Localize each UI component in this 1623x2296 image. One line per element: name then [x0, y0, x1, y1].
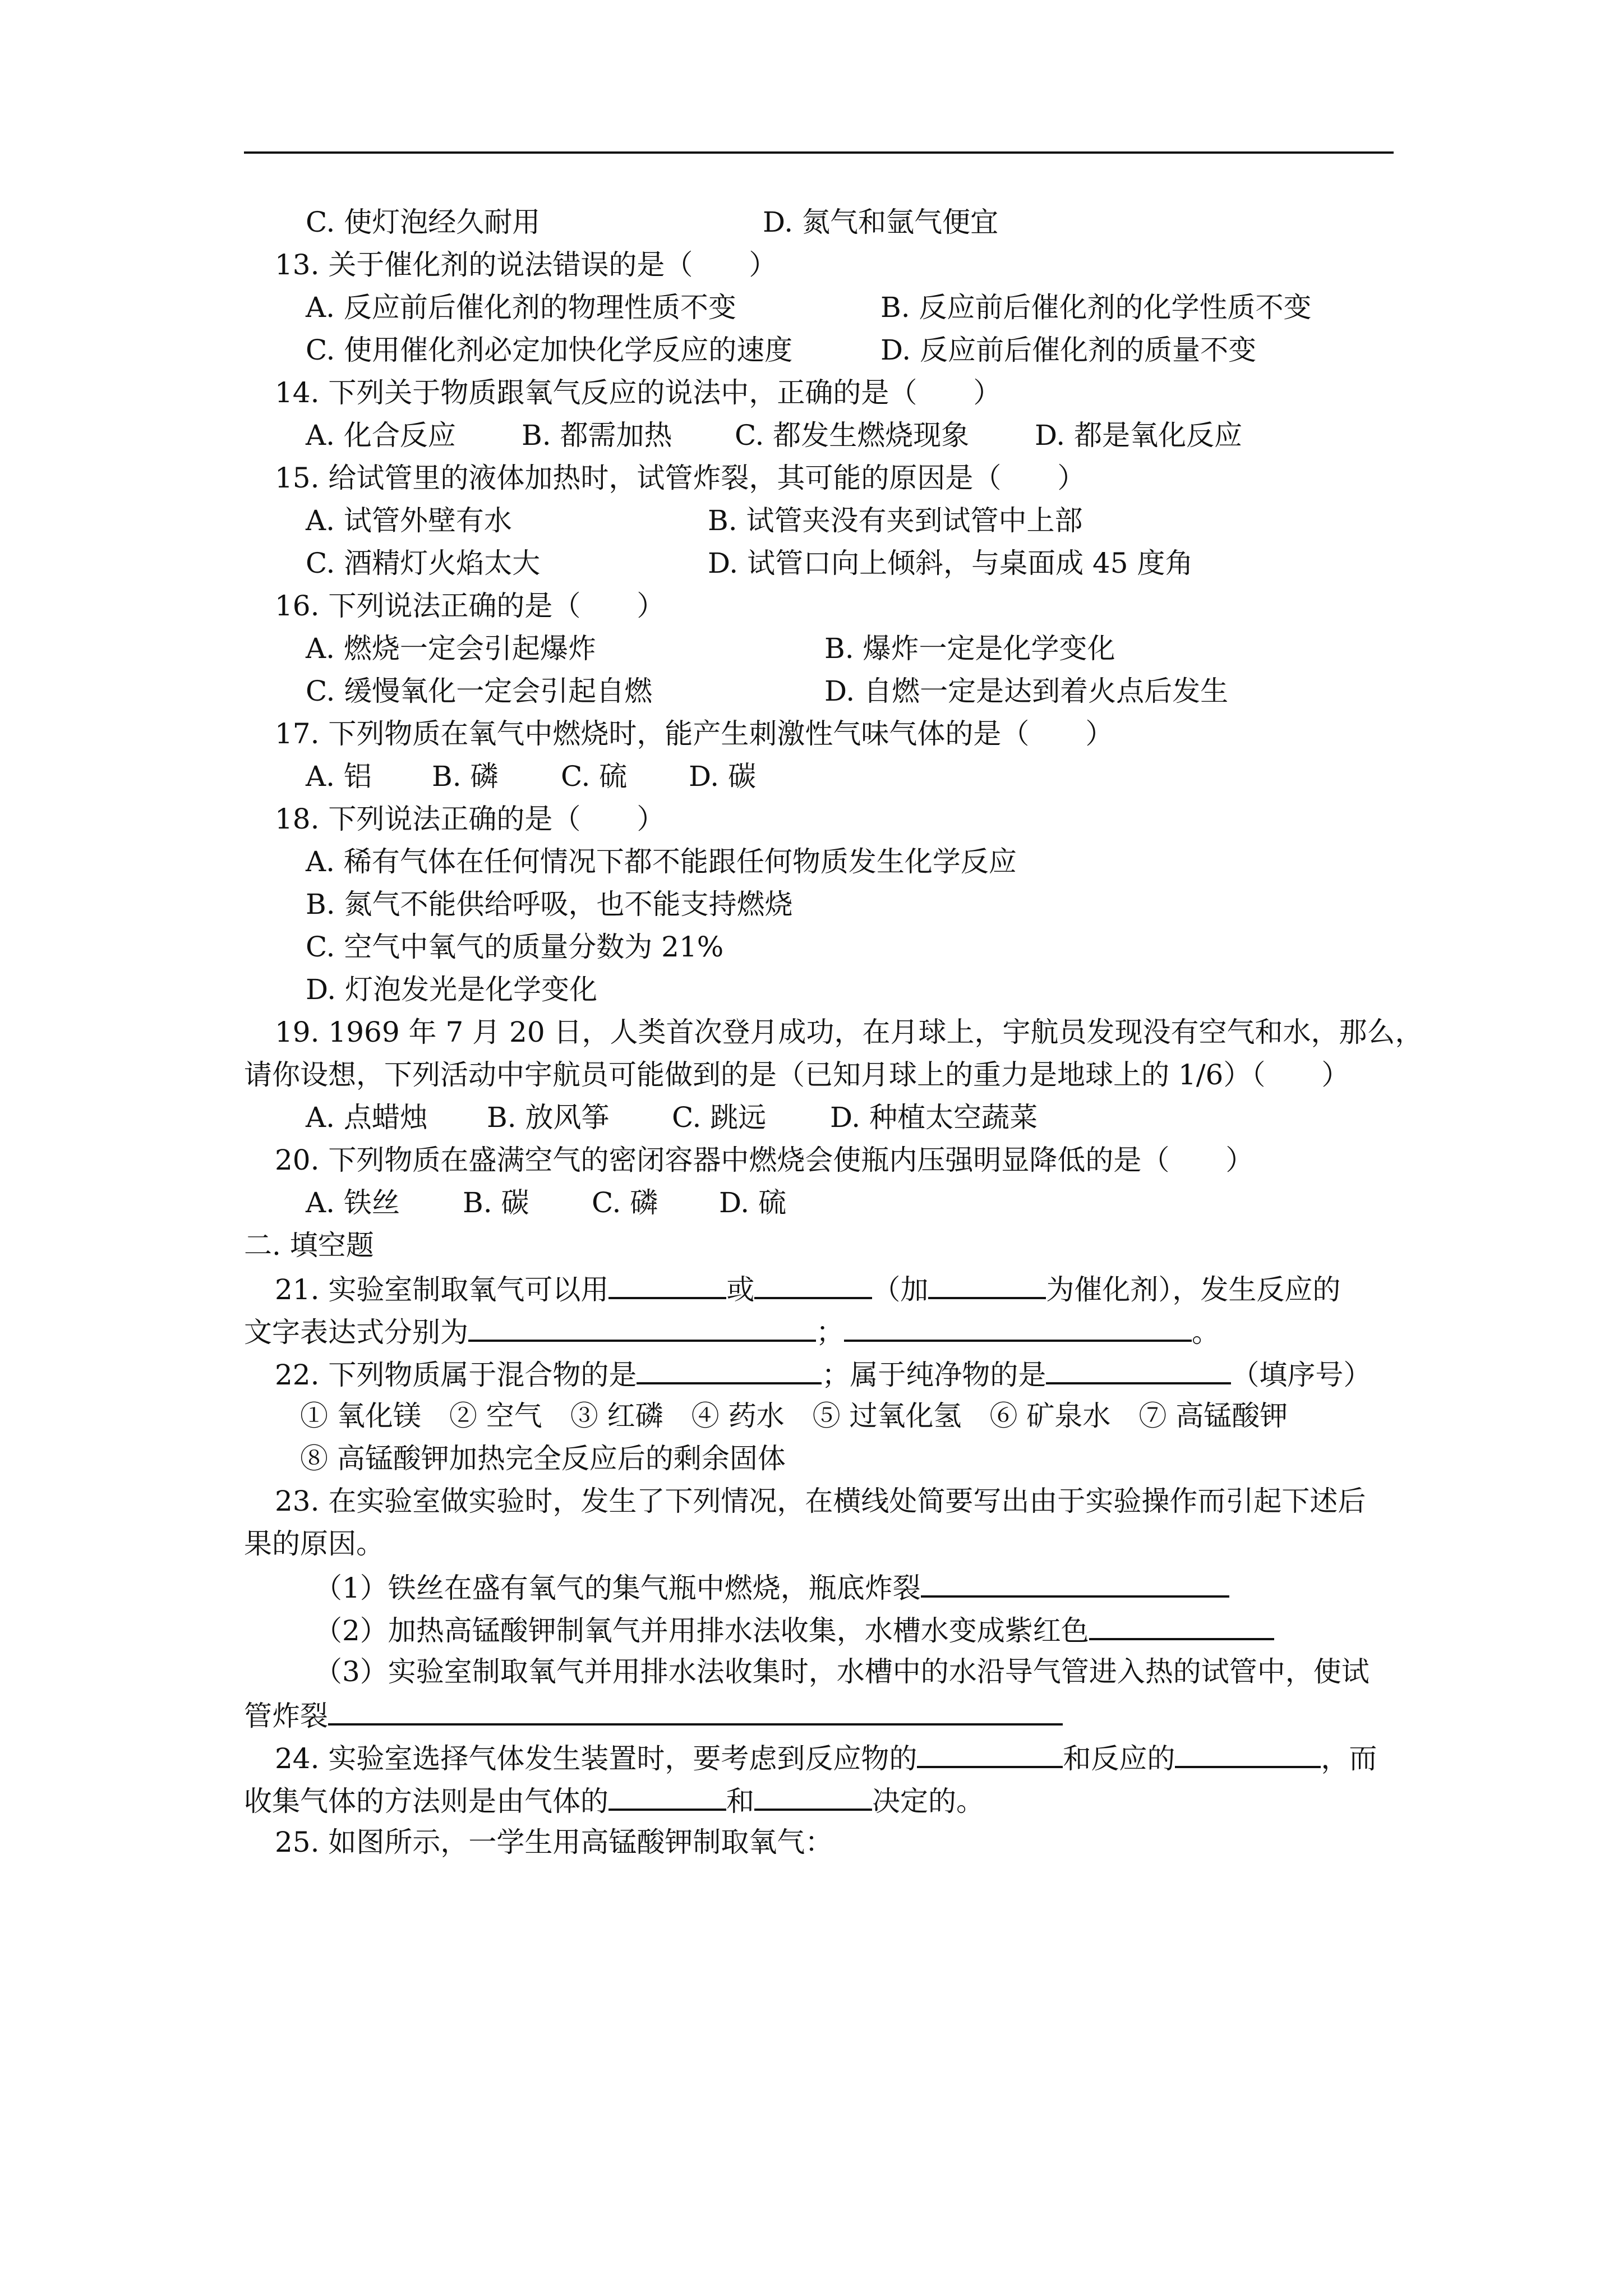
q18-stem: 18. 下列说法正确的是（ ）	[275, 803, 665, 835]
q22-items-line1: ① 氧化镁 ② 空气 ③ 红磷 ④ 药水 ⑤ 过氧化氢 ⑥ 矿泉水 ⑦ 高锰酸钾	[300, 1400, 1288, 1432]
q18-option-b: B. 氮气不能供给呼吸，也不能支持燃烧	[306, 888, 793, 921]
header-rule	[244, 151, 1394, 154]
q17-option-a: A. 铝	[306, 760, 372, 793]
q14-stem: 14. 下列关于物质跟氧气反应的说法中，正确的是（ ）	[275, 376, 1002, 409]
q23-sub3-line1: （3）实验室制取氧气并用排水法收集时，水槽中的水沿导气管进入热的试管中，使试	[314, 1655, 1370, 1688]
q21-blank-5[interactable]	[844, 1313, 1192, 1342]
q22-line1	[275, 1355, 1371, 1393]
q21-line1	[275, 1270, 1340, 1308]
q24-blank-3[interactable]	[608, 1782, 726, 1811]
q21-blank-2[interactable]	[754, 1270, 872, 1299]
section-fill-in-heading: 二. 填空题	[244, 1229, 374, 1262]
q21-text-6: ；	[816, 1316, 844, 1349]
q18-option-a: A. 稀有气体在任何情况下都不能跟任何物质发生化学反应	[306, 845, 1017, 878]
q21-text-5: 文字表达式分别为	[244, 1316, 468, 1349]
q16-option-d: D. 自燃一定是达到着火点后发生	[824, 675, 1229, 707]
q22-text-2: ；属于纯净物的是	[822, 1359, 1046, 1391]
q13-stem: 13. 关于催化剂的说法错误的是（ ）	[275, 249, 777, 281]
q16-option-a: A. 燃烧一定会引起爆炸	[306, 632, 596, 665]
q14-option-a: A. 化合反应	[306, 419, 456, 452]
q24-blank-2[interactable]	[1175, 1739, 1321, 1768]
q22-text-1: 22. 下列物质属于混合物的是	[275, 1359, 637, 1391]
q22-text-3: （填序号）	[1231, 1359, 1372, 1391]
q24-text-1: 24. 实验室选择气体发生装置时，要考虑到反应物的	[275, 1742, 917, 1775]
q12-option-d: D. 氮气和氩气便宜	[763, 206, 999, 238]
q24-text-2: 和反应的	[1063, 1742, 1175, 1775]
q17-option-c: C. 硫	[561, 760, 628, 793]
q23-blank-3[interactable]	[328, 1696, 1063, 1726]
q21-blank-4[interactable]	[468, 1313, 816, 1342]
q21-text-7: 。	[1192, 1316, 1220, 1349]
q14-option-d: D. 都是氧化反应	[1035, 419, 1243, 452]
q14-option-b: B. 都需加热	[522, 419, 672, 452]
q20-stem: 20. 下列物质在盛满空气的密闭容器中燃烧会使瓶内压强明显降低的是（ ）	[275, 1144, 1254, 1176]
q16-stem: 16. 下列说法正确的是（ ）	[275, 590, 665, 622]
q23-stem-line2: 果的原因。	[244, 1527, 384, 1560]
q21-line2	[244, 1313, 1220, 1350]
q19-option-b: B. 放风筝	[487, 1101, 610, 1134]
q23-blank-1[interactable]	[921, 1568, 1229, 1598]
q23-sub2	[314, 1611, 1274, 1649]
q21-text-3: （加	[872, 1273, 929, 1306]
q17-option-b: B. 磷	[432, 760, 499, 793]
q20-option-d: D. 硫	[719, 1186, 787, 1219]
q15-option-d: D. 试管口向上倾斜，与桌面成 45 度角	[708, 547, 1193, 579]
q24-line1	[275, 1739, 1377, 1777]
q19-option-c: C. 跳远	[672, 1101, 767, 1134]
q15-option-c: C. 酒精灯火焰太大	[306, 547, 541, 579]
q24-text-6: 决定的。	[872, 1785, 984, 1818]
q16-option-c: C. 缓慢氧化一定会引起自燃	[306, 675, 653, 707]
q24-text-5: 和	[726, 1785, 754, 1818]
q13-option-c: C. 使用催化剂必定加快化学反应的速度	[306, 334, 793, 366]
q20-option-a: A. 铁丝	[306, 1186, 400, 1219]
q23-sub3-text: 管炸裂	[244, 1700, 328, 1732]
q15-option-b: B. 试管夹没有夹到试管中上部	[708, 504, 1083, 537]
q13-option-a: A. 反应前后催化剂的物理性质不变	[306, 291, 736, 324]
q19-stem-line1: 19. 1969 年 7 月 20 日，人类首次登月成功，在月球上，宇航员发现没有空气和水，那么，	[275, 1016, 1423, 1048]
q23-stem-line1: 23. 在实验室做实验时，发生了下列情况，在横线处简要写出由于实验操作而引起下述后	[275, 1485, 1366, 1517]
q23-sub2-text: （2）加热高锰酸钾制氧气并用排水法收集，水槽水变成紫红色	[314, 1614, 1089, 1647]
q22-blank-mixture[interactable]	[637, 1355, 822, 1384]
q24-text-4: 收集气体的方法则是由气体的	[244, 1785, 608, 1818]
q19-option-a: A. 点蜡烛	[306, 1101, 428, 1134]
q21-blank-3[interactable]	[928, 1270, 1046, 1299]
q20-option-c: C. 磷	[592, 1186, 658, 1219]
q13-option-b: B. 反应前后催化剂的化学性质不变	[880, 291, 1312, 324]
q22-blank-pure[interactable]	[1046, 1355, 1231, 1384]
q20-option-b: B. 碳	[463, 1186, 529, 1219]
q21-text-2: 或	[726, 1273, 755, 1306]
q21-text-1: 21. 实验室制取氧气可以用	[275, 1273, 609, 1306]
q23-sub1	[314, 1568, 1229, 1606]
q15-stem: 15. 给试管里的液体加热时，试管炸裂，其可能的原因是（ ）	[275, 462, 1086, 494]
q24-line2	[244, 1782, 984, 1819]
q12-option-c: C. 使灯泡经久耐用	[306, 206, 541, 238]
q23-sub3-line2	[244, 1696, 1063, 1734]
q24-text-3: ，而	[1321, 1742, 1377, 1775]
q17-stem: 17. 下列物质在氧气中燃烧时，能产生刺激性气味气体的是（ ）	[275, 717, 1114, 750]
q17-option-d: D. 碳	[689, 760, 757, 793]
q19-option-d: D. 种植太空蔬菜	[830, 1101, 1038, 1134]
q18-option-d: D. 灯泡发光是化学变化	[306, 973, 598, 1006]
q24-blank-1[interactable]	[917, 1739, 1063, 1768]
q15-option-a: A. 试管外壁有水	[306, 504, 512, 537]
q16-option-b: B. 爆炸一定是化学变化	[824, 632, 1115, 665]
q25-stem: 25. 如图所示，一学生用高锰酸钾制取氧气：	[275, 1826, 833, 1858]
q23-sub1-text: （1）铁丝在盛有氧气的集气瓶中燃烧，瓶底炸裂	[314, 1572, 921, 1604]
q21-text-4: 为催化剂），发生反应的	[1046, 1273, 1341, 1306]
q22-items-line2: ⑧ 高锰酸钾加热完全反应后的剩余固体	[300, 1442, 786, 1475]
q14-option-c: C. 都发生燃烧现象	[735, 419, 970, 452]
q23-blank-2[interactable]	[1089, 1611, 1274, 1640]
q24-blank-4[interactable]	[754, 1782, 872, 1811]
q21-blank-1[interactable]	[608, 1270, 726, 1299]
q19-stem-line2: 请你设想，下列活动中宇航员可能做到的是（已知月球上的重力是地球上的 1/6）（ ）	[244, 1059, 1350, 1091]
q18-option-c: C. 空气中氧气的质量分数为 21%	[306, 931, 724, 963]
q13-option-d: D. 反应前后催化剂的质量不变	[880, 334, 1257, 366]
